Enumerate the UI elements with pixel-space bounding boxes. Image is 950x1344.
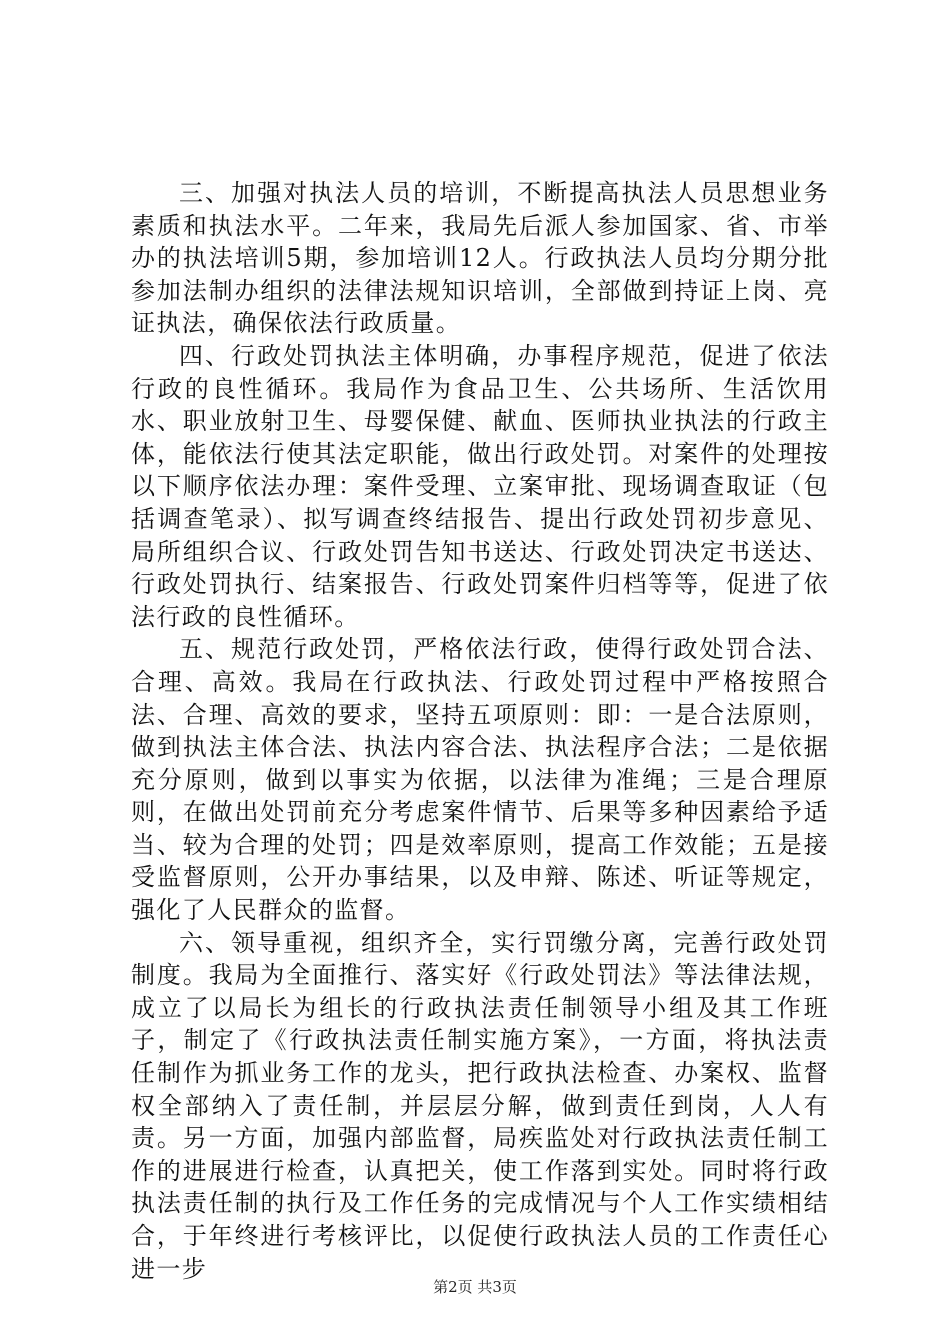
document-body [131, 177, 829, 1285]
paragraph-standardize-penalty: 五、规范行政处罚，严格依法行政，使得行政处罚合法、合理、高效。我局在行政执法、行政处罚过程中严格按照合法、合理、高效的要求，坚持五项原则：即：一是合法原则，做到执法主体合法、执法内容合法、执法程序合法；二是依据充分原则，做到以事实为依据，以法律为准绳；三是合理原则，在做出处罚前充分考虑案件情节、后果等多种因素给予适当、较为合理的处罚；四是效率原则，提高工作效能；五是接受监督原则，公开办事结果，以及申辩、陈述、听证等规定，强化了人民群众的监督。 [131, 635, 829, 925]
paragraph-penalty-procedure: 四、行政处罚执法主体明确，办事程序规范，促进了依法行政的良性循环。我局作为食品卫生、公共场所、生活饮用水、职业放射卫生、母婴保健、献血、医师执业执法的行政主体，能依法行使其法定职能，做出行政处罚。对案件的处理按以下顺序依法办理：案件受理、立案审批、现场调查取证（包括调查笔录）、拟写调查终结报告、提出行政处罚初步意见、局所组织合议、行政处罚告知书送达、行政处罚决定书送达、行政处罚执行、结案报告、行政处罚案件归档等等，促进了依法行政的良性循环。 [131, 341, 829, 631]
paragraph-training: 三、加强对执法人员的培训，不断提高执法人员思想业务素质和执法水平。二年来，我局先后派人参加国家、省、市举办的执法培训5期，参加培训12人。行政执法人员均分期分批参加法制办组织的法律法规知识培训，全部做到持证上岗、亮证执法，确保依法行政质量。 [131, 179, 829, 338]
paragraph-leadership: 六、领导重视，组织齐全，实行罚缴分离，完善行政处罚制度。我局为全面推行、落实好《行政处罚法》等法律法规，成立了以局长为组长的行政执法责任制领导小组及其工作班子，制定了《行政执法责任制实施方案》，一方面，将执法责任制作为抓业务工作的龙头，把行政执法检查、办案权、监督权全部纳入了责任制，并层层分解，做到责任到岗，人人有责。另一方面，加强内部监督，局疾监处对行政执法责任制工作的进展进行检查，认真把关，使工作落到实处。同时将行政执法责任制的执行及工作任务的完成情况与个人工作实绩相结合，于年终进行考核评比，以促使行政执法人员的工作责任心进一步 [131, 928, 829, 1283]
page-number: 第2页 共3页 [433, 1278, 517, 1296]
